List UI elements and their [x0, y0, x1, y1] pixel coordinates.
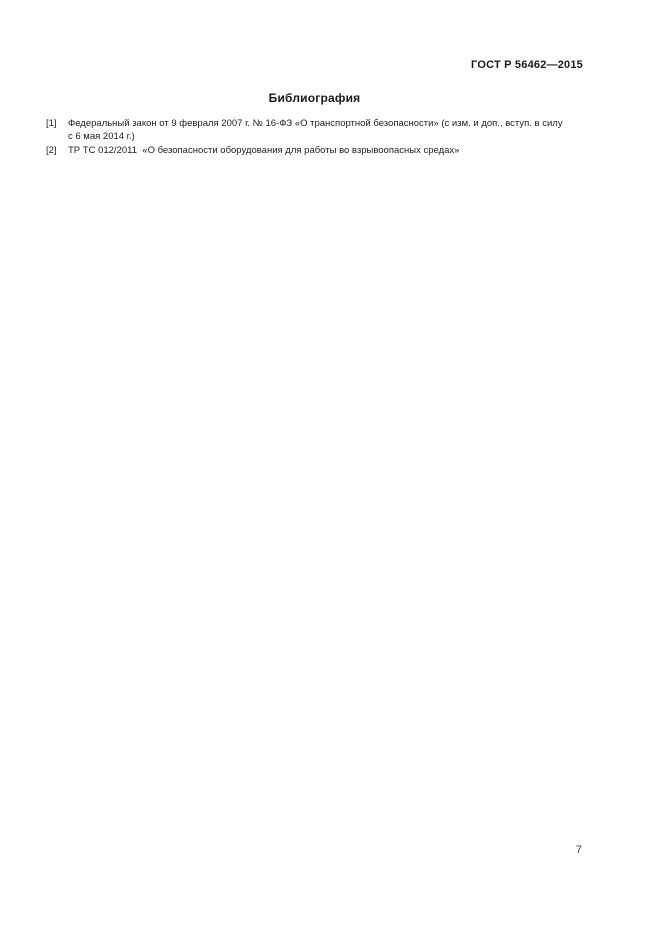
bibliography-list: [46, 117, 583, 157]
running-header-standard-number: ГОСТ Р 56462—2015: [471, 59, 583, 71]
bibliography-entry: [46, 117, 583, 144]
entry-text-line: с 6 мая 2014 г.): [68, 131, 135, 143]
entry-text-line: ТР ТС 012/2011 «О безопасности оборудования для работы во взрывоопасных средах»: [68, 144, 460, 156]
page-number: 7: [575, 844, 582, 856]
entry-text-line: Федеральный закон от 9 февраля 2007 г. № 16-ФЗ «О транспортной безопасности» (с изм. и доп., вступ. в силу: [68, 118, 563, 129]
bibliography-entry: [46, 144, 583, 157]
entry-number: [1]: [46, 118, 57, 129]
entry-text: [68, 144, 583, 157]
entry-text: [68, 117, 583, 144]
entry-number: [2]: [46, 144, 57, 156]
page-title: Библиография: [268, 91, 361, 105]
